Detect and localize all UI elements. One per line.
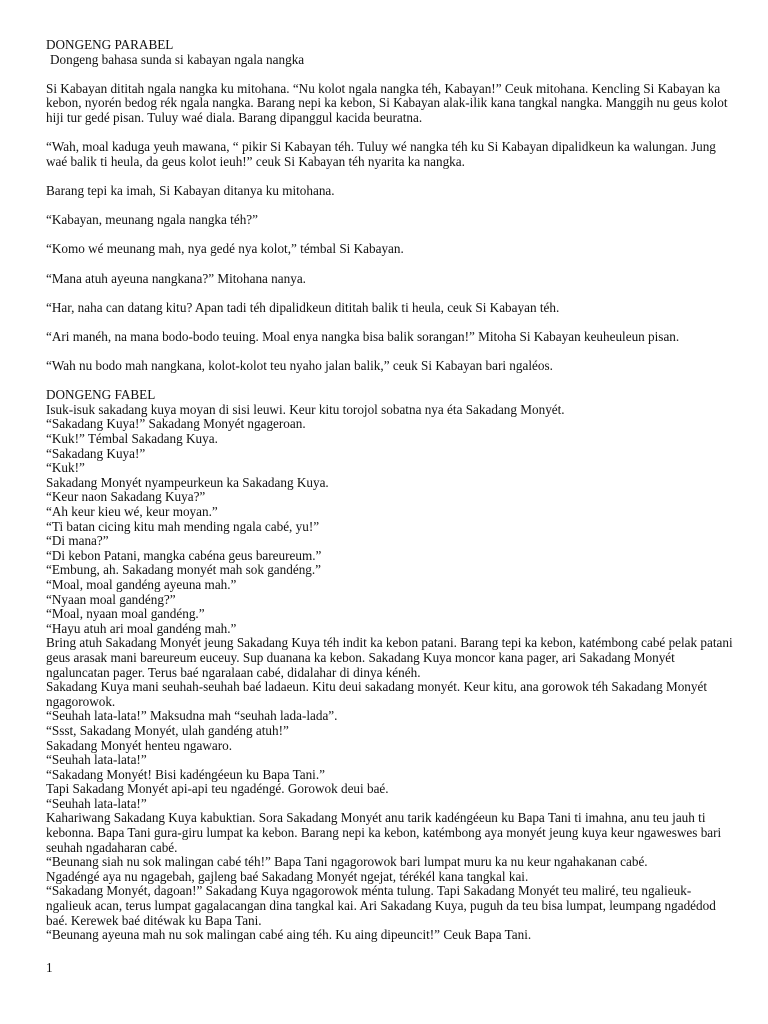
fabel-line: “Ah keur kieu wé, keur moyan.” — [46, 504, 218, 519]
fabel-line: Ngadéngé aya nu ngagebah, gajleng baé Sakadang Monyét ngejat, térékél kana tangkal kai. — [46, 868, 529, 884]
fabel-line: “Moal, moal gandéng ayeuna mah.” — [46, 576, 237, 592]
fabel-title: DONGENG FABEL — [46, 387, 156, 403]
fabel-line: “Seuhah lata-lata!” — [46, 752, 147, 768]
fabel-line: “Sakadang Kuya!” Sakadang Monyét ngageroan. — [46, 416, 306, 432]
parabel-paragraph: “Komo wé meunang mah, nya gedé nya kolot,” témbal Si Kabayan. — [46, 241, 404, 257]
fabel-line: “Keur naon Sakadang Kuya?” — [46, 489, 206, 505]
spacer — [46, 126, 736, 141]
fabel-line: Bring atuh Sakadang Monyét jeung Sakadang Kuya téh indit ka kebon patani. Barang tepi ka kebon, katémbong cabé pelak patani geus arasak mani bareureum euceuy. Sup duanana ka kebon. Sakadang Kuya moncor kana pager, ari Sakadang Monyét ngaluncatan pager. Terus baé ngaralaan cabé, didalahar di dinya kénéh. — [46, 635, 733, 680]
fabel-line: “Embung, ah. Sakadang monyét mah sok gandéng.” — [46, 562, 322, 578]
fabel-line: Tapi Sakadang Monyét api-api teu ngadéngé. Gorowok deui baé. — [46, 781, 389, 797]
parabel-paragraph: “Wah, moal kaduga yeuh mawana, “ pikir Si Kabayan téh. Tuluy wé nangka téh ku Si Kabayan dipalidkeun ka walungan. Jung waé balik ti heula, da geus kolot ieuh!” ceuk Si Kabayan téh nyarita ka nangka. — [46, 139, 716, 169]
document-page — [46, 38, 736, 943]
fabel-line: Sakadang Monyét henteu ngawaro. — [46, 737, 233, 753]
parabel-paragraph: “Wah nu bodo mah nangkana, kolot-kolot teu nyaho jalan balik,” ceuk Si Kabayan bari ngaléos. — [46, 358, 553, 374]
fabel-line: “Hayu atuh ari moal gandéng mah.” — [46, 620, 237, 636]
fabel-line: “Beunang siah nu sok malingan cabé téh!” Bapa Tani ngagorowok bari lumpat muru ka nu keur ngahakanan cabé. — [46, 854, 648, 870]
fabel-line: Sakadang Monyét nyampeurkeun ka Sakadang Kuya. — [46, 474, 329, 490]
fabel-line: Isuk-isuk sakadang kuya moyan di sisi leuwi. Keur kitu torojol sobatna nya éta Sakadang Monyét. — [46, 401, 565, 417]
parabel-paragraph: “Ari manéh, na mana bodo-bodo teuing. Moal enya nangka bisa balik sorangan!” Mitoha Si Kabayan keuheuleun pisan. — [46, 328, 680, 344]
parabel-paragraph: “Kabayan, meunang ngala nangka téh?” — [46, 212, 258, 228]
spacer — [46, 169, 736, 184]
fabel-line: “Beunang ayeuna mah nu sok malingan cabé aing téh. Ku aing dipeuncit!” Ceuk Bapa Tani. — [46, 927, 532, 943]
fabel-line: “Moal, nyaan moal gandéng.” — [46, 606, 205, 622]
spacer — [46, 67, 736, 82]
fabel-line: “Di kebon Patani, mangka cabéna geus bareureum.” — [46, 547, 322, 563]
parabel-paragraph: “Mana atuh ayeuna nangkana?” Mitohana nanya. — [46, 270, 306, 286]
parabel-paragraph: “Har, naha can datang kitu? Apan tadi téh dipalidkeun dititah balik ti heula, ceuk Si Kabayan téh. — [46, 299, 560, 315]
fabel-line: “Di mana?” — [46, 533, 109, 549]
spacer — [46, 286, 736, 301]
fabel-line: “Ssst, Sakadang Monyét, ulah gandéng atuh!” — [46, 722, 289, 738]
fabel-line: “Sakadang Monyét, dagoan!” Sakadang Kuya ngagorowok ménta tulung. Tapi Sakadang Monyét teu maliré, teu ngalieuk-ngalieuk acan, terus lumpat gagalacangan dina tangkal kai. Ari Sakadang Kuya, puguh da teu bisa lumpat, leumpang ngadédod baé. Kerewek baé ditéwak ku Bapa Tani. — [46, 883, 716, 928]
spacer — [46, 257, 736, 272]
fabel-line: Sakadang Kuya mani seuhah-seuhah baé ladaeun. Kitu deui sakadang monyét. Keur kitu, ana gorowok téh Sakadang Monyét ngagorowok. — [46, 679, 708, 709]
fabel-line: “Sakadang Monyét! Bisi kadéngéeun ku Bapa Tani.” — [46, 766, 325, 782]
parabel-paragraph: Barang tepi ka imah, Si Kabayan ditanya ku mitohana. — [46, 182, 335, 198]
fabel-line: “Sakadang Kuya!” — [46, 445, 146, 461]
page-number: 1 — [46, 960, 53, 975]
spacer — [46, 199, 736, 214]
fabel-line: “Seuhah lata-lata!” — [46, 795, 147, 811]
fabel-line: “Kuk!” Témbal Sakadang Kuya. — [46, 431, 218, 447]
fabel-line: “Nyaan moal gandéng?” — [46, 591, 176, 607]
spacer — [46, 344, 736, 359]
spacer — [46, 315, 736, 330]
spacer — [46, 374, 736, 389]
fabel-line: Kahariwang Sakadang Kuya kabuktian. Sora Sakadang Monyét anu tarik kadéngéeun ku Bapa Tani ti imahna, anu teu jauh ti kebonna. Bapa Tani gura-giru lumpat ka kebon. Barang nepi ka kebon, katémbong aya monyét jeung kuya keur ngaweswes bari seuhah ngadaharan cabé. — [46, 810, 722, 855]
fabel-line: “Ti batan cicing kitu mah mending ngala cabé, yu!” — [46, 518, 320, 534]
fabel-line: “Seuhah lata-lata!” Maksudna mah “seuhah lada-lada”. — [46, 708, 338, 724]
fabel-line: “Kuk!” — [46, 460, 85, 476]
parabel-paragraph: Si Kabayan dititah ngala nangka ku mitohana. “Nu kolot ngala nangka téh, Kabayan!” Ceuk mitohana. Kencling Si Kabayan ka kebon, nyorén bedog rék ngala nangka. Barang nepi ka kebon, Si Kabayan alak-ilik kana tangkal nangka. Manggih nu geus kolot hiji tur gedé pisan. Tuluy waé diala. Barang dipanggul kacida beuratna. — [46, 80, 728, 125]
document-title: DONGENG PARABEL — [46, 37, 174, 52]
spacer — [46, 228, 736, 243]
document-subtitle: Dongeng bahasa sunda si kabayan ngala nangka — [50, 51, 305, 67]
